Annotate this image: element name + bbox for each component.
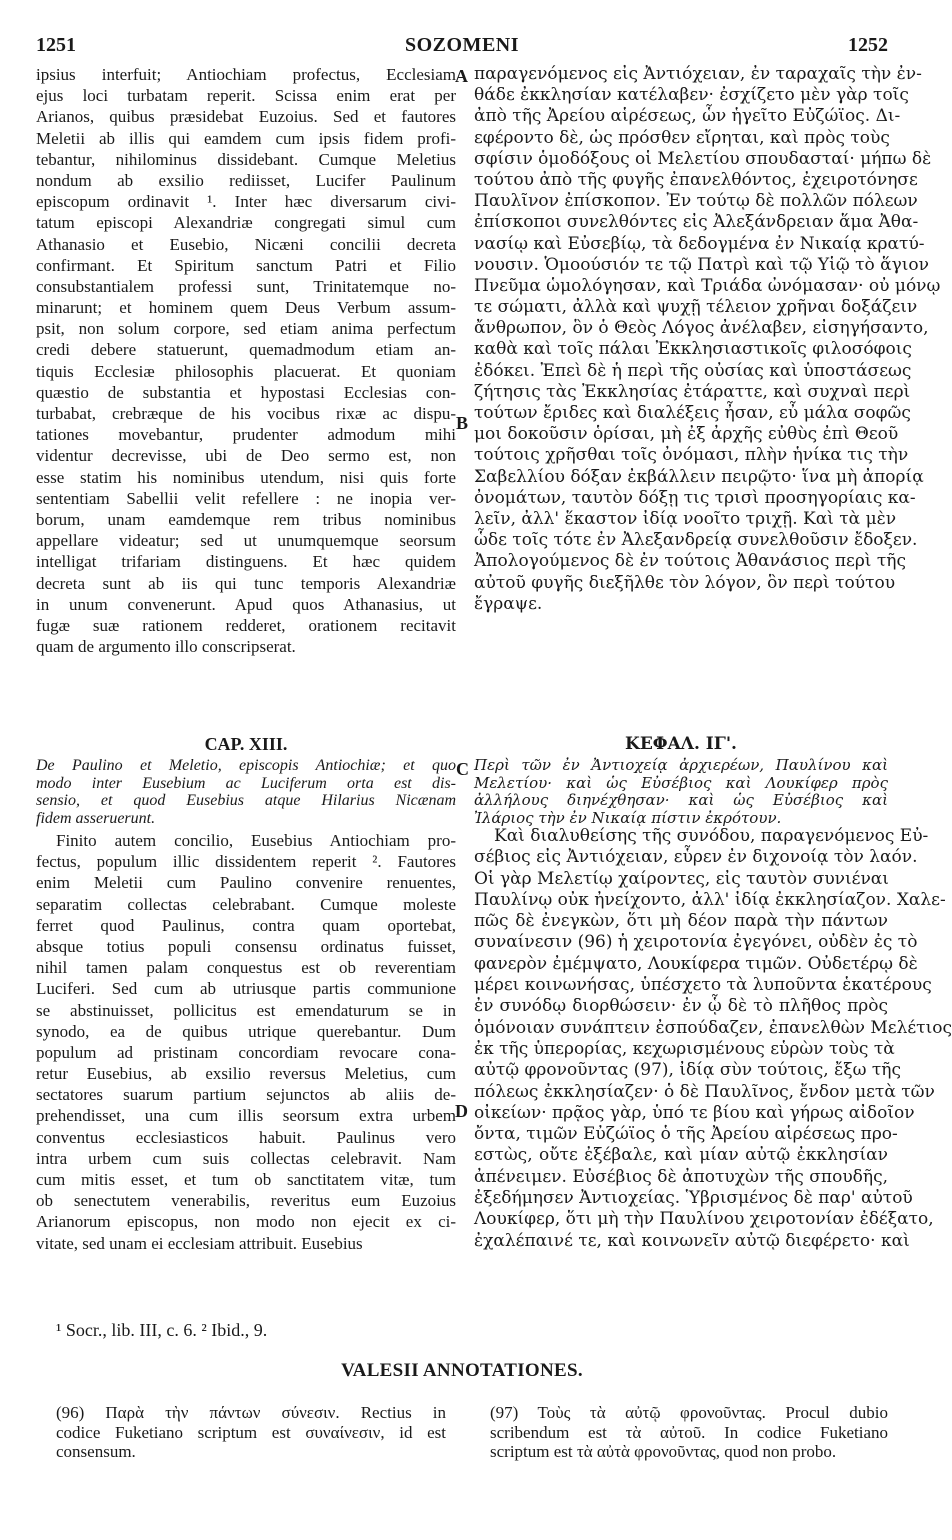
- greek-text-line: πῶς δὲ ἐνεγκὼν, ὅτι μὴ δέον παρὰ τὴν πάντων: [474, 911, 888, 932]
- latin-text-body: [36, 830, 456, 1254]
- margin-marker-c: C: [456, 759, 469, 779]
- greek-text-line: μέρει κοινωνήσας, ὑπέσχετο τὰ λυποῦντα ἑκατέρους: [474, 975, 932, 996]
- greek-text-line: πόλεως ἐκκλησίαζεν· ὁ δὲ Παυλῖνος, ἔνδον μετὰ τῶν: [474, 1081, 935, 1102]
- margin-marker-d: D: [455, 1101, 468, 1121]
- latin-text-line: Luciferi. Sed cum ab utriusque partis communione: [36, 979, 456, 999]
- left-page-number: 1251: [36, 34, 76, 56]
- latin-text-line: quæstio de substantia et hypostasi Ecclesias con-: [36, 382, 456, 402]
- greek-text-line: ἐκ τῆς ὑπερορίας, κεχωρισμένους εὑρὼν τοὺς τὰ: [474, 1038, 895, 1059]
- latin-text-line: nondum ab exsilio rediisset, Lucifer Paulinum: [36, 170, 456, 190]
- running-title: SOZOMENI: [404, 34, 520, 56]
- latin-text-line: vitate, sed unam ei ecclesiam attribuit. Eusebius: [36, 1233, 363, 1253]
- latin-text-line: ejus loci turbatam reperit. Scissa enim erat per: [36, 86, 456, 106]
- greek-text-line: τούτοις χρῆσθαι τοῖς ὀνόμασι, πλὴν ἡνίκα τις τὴν: [474, 445, 909, 466]
- latin-text-line: Arianos, quibus præsidebat Euzoius. Sed et fautores: [36, 107, 456, 127]
- greek-text-line: εφέροντο δὲ, ὡς πρόσθεν εἴρηται, καὶ πρὸς τοὺς: [474, 127, 890, 148]
- latin-text-line: nihil tamen palam conquestus est ob reverentiam: [36, 958, 456, 978]
- latin-text-line: conventus ecclesiasticos habuit. Paulinus vero: [36, 1127, 456, 1147]
- greek-text-line: ζήτησις τὰς Ἐκκλησίας ἐτάραττε, καὶ συχναὶ περὶ: [474, 381, 911, 402]
- margin-marker-a: A: [455, 66, 468, 86]
- greek-text-line: ἐπίσκοποι συνελθόντες εἰς Ἀλεξάνδρειαν ἅμα Ἀθα-: [474, 212, 919, 233]
- greek-text-line: Πνεῦμα ὡμολόγησαν, καὶ Τριάδα ὠνόμασαν· οὐ μόνῳ: [474, 275, 941, 296]
- latin-text-line: Meletii ab illis qui eamdem cum ipsis fidem profi-: [36, 128, 456, 148]
- annotation-line: scriptum est τὰ αὐτὰ φρονοῦντας, quod non probo.: [490, 1442, 837, 1461]
- annotation-line: (97) Τοὺς τὰ αὐτῷ φρονοῦντας. Procul dubio: [490, 1403, 888, 1422]
- greek-text-line: ὀνομάτων, ταυτὸν δόξῃ τις τρισὶ προσηγορίαις κα-: [474, 487, 916, 508]
- greek-text-line: λεῖν, ἀλλ' ἕκαστον ἰδίᾳ νοοῖτο τριχῇ. Καὶ τὰ μὲν: [474, 508, 897, 529]
- latin-text-line: enim Meletii cum Paulino convenire renuentes,: [36, 873, 456, 893]
- greek-text-line: μοι δοκοῦσιν ὁρίσαι, μὴ ἐξ ἀρχῆς εὐθὺς ἐπὶ Θεοῦ: [474, 424, 899, 445]
- latin-text-line: turbabat, crebræque de his vocibus rixæ ac dispu-: [36, 404, 456, 423]
- greek-text-line: θάδε ἐκκλησίαν κατέλαβεν· ἐσχίζετο μὲν γὰρ τοῖς: [474, 85, 909, 106]
- greek-text-line: τούτου ἀπὸ τῆς φυγῆς ἐπανελθόντος, ἐχειροτόνησε: [474, 169, 918, 190]
- annotation-97: [490, 1403, 888, 1462]
- chapter-title-greek: ΚΕΦΑΛ. ΙΓ'.: [625, 734, 737, 754]
- latin-text-line: psit, non solum corpore, sed etiam anima perfectum: [36, 319, 456, 339]
- latin-text-line: fugæ suæ rationem redderet, orationem recitavit: [36, 615, 456, 635]
- greek-text-line: Σαβελλίου δόξαν ἐκβάλλειν πειρῷτο· ἵνα μὴ ἀπορίᾳ: [474, 466, 924, 487]
- summary-line: modo inter Eusebium ac Luciferum orta est dis-: [36, 774, 456, 792]
- greek-text-line: ἐχαλέπαινέ τε, καὶ κοινωνεῖν αὐτῷ διεφέρετο· καὶ: [474, 1230, 910, 1251]
- latin-text-line: minarunt; et hominem quem Deus Verbum assum-: [36, 298, 456, 318]
- summary-line: ἀλλήλους διηνέχθησαν· καὶ ὡς Εὐσέβιος καὶ: [474, 791, 888, 810]
- greek-text-line: παραγενόμενος εἰς Ἀντιόχειαν, ἐν ταραχαῖς τὴν ἐν-: [474, 64, 922, 84]
- annotation-96: [56, 1403, 446, 1462]
- greek-text-line: τε σώματι, ἀλλὰ καὶ ψυχῇ τέλειον χρῆναι δοξάζειν: [474, 297, 918, 318]
- annotation-line: (96) Παρὰ τὴν πάντων σύνεσιν. Rectius in: [56, 1403, 446, 1422]
- greek-text-line: Παυλίνῳ οὐκ ἠνείχοντο, ἀλλ' ἰδίᾳ ἐκκλησίαζον. Χαλε-: [474, 889, 946, 910]
- greek-text-line: ὄντα, τιμῶν Εὐζώϊος ὁ τῆς Ἀρείου αἱρέσεως προ-: [474, 1124, 898, 1145]
- page-header: [36, 34, 888, 60]
- latin-text-line: Arianorum episcopus, non modo non ejecit ex ci-: [36, 1212, 456, 1232]
- greek-text-line: ὧδε τοῖς τότε ἐν Ἀλεξανδρείᾳ συνελθοῦσιν ἔδοξεν.: [474, 530, 918, 551]
- latin-text-line: quam de argumento illo conscripserat.: [36, 637, 296, 657]
- summary-line: De Paulino et Meletio, episcopis Antiochiæ; et quo: [36, 757, 456, 774]
- latin-text-line: ob senectutem venerabilis, reveritus eum Euzoius: [36, 1191, 456, 1211]
- greek-text-line: συναίνεσιν (96) ἡ χειροτονία ἐγεγόνει, οὐδὲν ἐς τὸ: [474, 932, 918, 953]
- greek-text-line: ἔγραψε.: [474, 593, 543, 614]
- right-page-number: 1252: [848, 34, 888, 56]
- greek-text-line: ἐξεδήμησεν Ἀντιοχείας. Ὑβρισμένος δὲ παρ' αὐτοῦ: [474, 1188, 913, 1209]
- latin-text-line: synodo, ea de quibus utrique querebantur. Dum: [36, 1021, 456, 1041]
- footnotes: ¹ Socr., lib. III, c. 6. ² Ibid., 9.: [56, 1320, 268, 1340]
- annotation-line: codice Fuketiano scriptum est συναίνεσιν, id est: [56, 1422, 446, 1442]
- greek-text-line: ἐδόκει. Ἐπεὶ δὲ ἡ περὶ τῆς οὐσίας καὶ ὑποστάσεως: [474, 360, 912, 381]
- greek-text-body: [474, 826, 952, 1252]
- greek-text-line: Ἀπολογούμενος δὲ ἐν τούτοις Ἀθανάσιος περὶ τῆς: [474, 551, 906, 572]
- greek-text-line: καθὰ καὶ τοῖς πάλαι Ἐκκλησιαστικοῖς φιλοσόφοις: [474, 339, 912, 360]
- greek-text-line: ἀπένειμεν. Εὐσέβιος δὲ ἀποτυχὼν τῆς σπουδῆς,: [474, 1166, 888, 1187]
- greek-text-line: εστὼς, οὔτε ἐξέβαλε, καὶ μίαν αὐτῷ ἐκκλησίαν: [474, 1145, 888, 1166]
- greek-text-line: τούτων ἔριδες καὶ διαλέξεις ἦσαν, εὖ μάλα σοφῶς: [474, 403, 911, 423]
- latin-text-line: borum, unam eamdemque rem tribus nominibus: [36, 509, 456, 529]
- latin-text-line: tatum episcopi Alexandriæ congregati simul cum: [36, 213, 456, 233]
- latin-text-line: absque totius populi consensu ordinatus fuisset,: [36, 936, 456, 956]
- chapter-title-latin: CAP. XIII.: [204, 734, 288, 754]
- latin-text-line: intelligat trifariam distinguens. Et hæc quidem: [36, 552, 456, 572]
- latin-text-line: ipsius interfuit; Antiochiam profectus, Ecclesiam: [36, 65, 456, 84]
- greek-text-line: Λουκίφερ, ὅτι μὴ τὴν Παυλίνου χειροτονίαν ἐδέξατο,: [474, 1209, 934, 1230]
- latin-text-line: cum mitis esset, et tum ob sanctitatem vitæ, tum: [36, 1170, 456, 1189]
- latin-text-line: episcopum ordinavit ¹. Inter hæc diversarum civi-: [36, 192, 456, 212]
- greek-text-line: Οἱ γὰρ Μελετίῳ χαίροντες, εἰς ταυτὸν συνιέναι: [474, 868, 889, 889]
- latin-text-line: credi debere statuerunt, quemadmodum etiam an-: [36, 340, 456, 360]
- latin-text-line: tebantur, nihilominus dissidebant. Cumque Meletius: [36, 149, 456, 169]
- chapter-summary-greek: [474, 757, 888, 827]
- greek-text-line: αὐτῷ φρονοῦντας (97), ἰδίᾳ σὺν τούτοις, ἔξω τῆς: [474, 1060, 901, 1081]
- annotation-line: consensum.: [56, 1442, 136, 1461]
- latin-text-line: consubstantialem professi sunt, Trinitatemque no-: [36, 276, 456, 296]
- latin-text-line: Finito autem concilio, Eusebius Antiochiam pro-: [56, 831, 456, 850]
- latin-text-line: esse statim his nominibus utendum, nisi quis forte: [36, 467, 456, 487]
- greek-text-line: ἀπὸ τῆς Ἀρείου αἱρέσεως, ὧν ἡγεῖτο Εὐζώϊος. Δι-: [474, 106, 901, 127]
- latin-text-top: [36, 64, 456, 657]
- greek-text-line: σέβιος εἰς Ἀντιόχειαν, εὗρεν ἐν διχονοίᾳ τὸν λαόν.: [474, 847, 918, 868]
- greek-text-line: νασίῳ καὶ Εὐσεβίῳ, τὰ δεδογμένα ἐν Νικαίᾳ κρατύ-: [474, 233, 925, 254]
- summary-line: Ἰλάριος τὴν ἐν Νικαίᾳ πίστιν ἐκρότουν.: [474, 808, 782, 827]
- latin-text-line: fectus, populum illic dissidentem reperit ². Fautores: [36, 852, 456, 872]
- latin-text-line: separatim collectas celebrabant. Cumque moleste: [36, 894, 456, 914]
- summary-line: Περὶ τῶν ἐν Ἀντιοχείᾳ ἀρχιερέων, Παυλίνου καὶ: [474, 756, 888, 774]
- latin-text-line: confirmant. Et Spiritum sanctum Patri et Filio: [36, 255, 456, 275]
- greek-text-line: ἄνθρωπον, ὃν ὁ Θεὸς Λόγος ἀνέλαβεν, εἰσηγήσαντο,: [474, 318, 929, 339]
- summary-line: fidem asseruerunt.: [36, 809, 156, 827]
- chapter-summary-latin: [36, 757, 456, 827]
- summary-line: Μελετίου· καὶ ὡς Εὐσέβιος καὶ Λουκίφερ πρὸς: [474, 773, 888, 792]
- greek-text-line: νουσιν. Ὁμοούσιόν τε τῷ Πατρὶ καὶ τῷ Υἱῷ τὸ ἅγιον: [474, 254, 929, 275]
- summary-line: sensio, et quod Eusebius atque Hilarius Nicænam: [36, 792, 456, 810]
- latin-text-line: prehendisset, una cum illis seorsum extra urbem: [36, 1106, 456, 1126]
- latin-text-line: appellare videatur; sed ut unumquemque seorsum: [36, 531, 456, 551]
- latin-text-line: se abstinuisset, pollicitus est emendaturum se in: [36, 1000, 456, 1020]
- annotations-heading: VALESII ANNOTATIONES.: [341, 1360, 583, 1381]
- latin-text-line: videntur decrevisse, ubi de Deo sermo est, non: [36, 446, 456, 466]
- greek-text-line: ἐν συνόδῳ διορθώσειν· ἐν ᾧ δὲ τὸ πλῆθος πρὸς: [474, 996, 888, 1017]
- greek-text-top: [474, 64, 941, 615]
- margin-marker-b: B: [456, 413, 469, 433]
- greek-text-line: ὁμόνοιαν συνάπτειν ἐσπούδαζεν, ἐπανελθὼν Μελέτιος: [474, 1017, 952, 1038]
- greek-text-line: οἰκείων· πρᾷος γὰρ, ὑπό τε βίου καὶ γήρως αἰδοῖον: [474, 1102, 915, 1123]
- latin-text-line: tationes movebantur, prudenter admodum mihi: [36, 425, 456, 445]
- latin-text-line: intra urbem cum suis collectas celebravit. Nam: [36, 1148, 456, 1168]
- greek-text-line: σφίσιν ὁμοδόξους οἱ Μελετίου σπουδασταί· μήπω δὲ: [474, 148, 932, 169]
- latin-text-line: sententiam Sabellii velit refellere : ne inopia ver-: [36, 488, 456, 508]
- greek-text-line: Καὶ διαλυθείσης τῆς συνόδου, παραγενόμενος Εὐ-: [494, 826, 929, 846]
- latin-text-line: ferret quod Paulinus, contra quam oportebat,: [36, 915, 456, 935]
- latin-text-line: tiquis Ecclesiæ philosophis placuerat. Et quoniam: [36, 361, 456, 381]
- latin-text-line: retur Eusebius, ab exsilio reversus Meletius, cum: [36, 1064, 456, 1084]
- greek-text-line: Παυλῖνον ἐπίσκοπον. Ἐν τούτῳ δὲ πολλῶν πόλεων: [474, 191, 918, 212]
- latin-text-line: sectatores suarum partium sejunctos ab aliis de-: [36, 1085, 456, 1105]
- latin-text-line: populum ad pristinam concordiam revocare cona-: [36, 1042, 456, 1062]
- annotation-line: scribendum est τὰ αὐτοῦ. In codice Fuketiano: [490, 1422, 888, 1442]
- greek-text-line: φανερὸν ἐμέμψατο, Λουκίφερα τιμῶν. Οὐδετέρῳ δὲ: [474, 953, 918, 974]
- greek-text-line: αὐτοῦ φυγῆς διεξῆλθε τὸν λόγον, ὃν περὶ τούτου: [474, 572, 896, 593]
- latin-text-line: in unum convenerunt. Apud quos Athanasius, ut: [36, 594, 456, 614]
- latin-text-line: decreta sunt ab iis qui tunc temporis Alexandriæ: [36, 573, 456, 593]
- latin-text-line: Athanasio et Eusebio, Nicæni concilii decreta: [36, 234, 456, 254]
